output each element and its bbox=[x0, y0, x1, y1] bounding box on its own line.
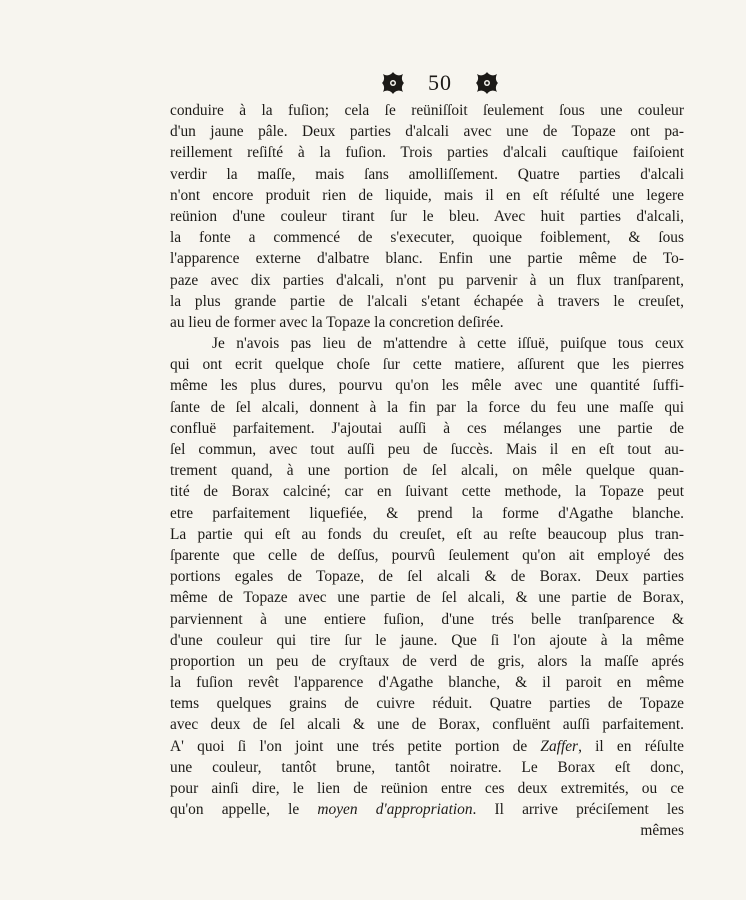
text-line: trement quand, à une portion de ſel alcali, on mêle quelque quan- bbox=[170, 462, 684, 480]
italic-term: Zaffer bbox=[540, 737, 579, 755]
text-line: l'apparence externe d'albatre blanc. Enfin une partie même de To- bbox=[170, 250, 684, 268]
text-line: la plus grande partie de l'alcali s'etant échapée à travers le creuſet, bbox=[170, 292, 684, 310]
text-line: la fonte a commencé de s'executer, quoique foiblement, & ſous bbox=[170, 229, 684, 247]
text-line: etre parfaitement liquefiée, & prend la forme d'Agathe blanche. bbox=[170, 504, 684, 522]
text-line: la fuſion revêt l'apparence d'Agathe blanche, & il paroit en même bbox=[170, 674, 684, 692]
text-line: ſel commun, avec tout auſſi peu de ſuccès. Mais il en eſt tout au- bbox=[170, 441, 684, 458]
text-line: confluë parfaitement. J'ajoutai auſſi à ces mélanges une partie de bbox=[170, 419, 684, 437]
text-line: d'un jaune pâle. Deux parties d'alcali avec une de Topaze ont pa- bbox=[170, 123, 684, 141]
text-line: même de Topaze avec une partie de ſel alcali, & une partie de Borax, bbox=[170, 589, 684, 607]
fleuron-left-icon bbox=[380, 70, 406, 96]
text-line: Je n'avois pas lieu de m'attendre à cette iſſuë, puiſque tous ceux bbox=[212, 335, 684, 353]
text-line: parviennent à une entiere fuſion, d'une trés belle tranſparence & bbox=[170, 610, 684, 628]
text-line: qu'on appelle, le moyen d'appropriation. Il arrive préciſement les bbox=[170, 801, 684, 819]
text-line: qui ont ecrit quelque choſe ſur cette matiere, aſſurent que les pierres bbox=[170, 356, 684, 374]
text-line: même les plus dures, pourvu qu'on les mêle avec une quantité ſuffi- bbox=[170, 377, 684, 395]
text-line: avec deux de ſel alcali & une de Borax, confluënt auſſi parfaitement. bbox=[170, 716, 684, 734]
text-line: au lieu de former avec la Topaze la concretion deſirée. bbox=[170, 313, 504, 331]
catchword: mêmes bbox=[640, 822, 684, 840]
fleuron-right-icon bbox=[474, 70, 500, 96]
body-text bbox=[170, 100, 684, 842]
text-line: une couleur, tantôt brune, tantôt noiratre. Le Borax eſt donc, bbox=[170, 758, 684, 776]
text-line: d'une couleur qui tire ſur le jaune. Que ſi l'on ajoute à la même bbox=[170, 631, 684, 649]
page-number: 50 bbox=[428, 70, 452, 95]
text-line: La partie qui eſt au fonds du creuſet, eſt au reſte beaucoup plus tran- bbox=[170, 525, 684, 543]
text-line: A' quoi ſi l'on joint une trés petite portion de Zaffer, il en réſulte bbox=[170, 737, 684, 755]
text-line: reillement reſiſté à la fuſion. Trois parties d'alcali cauſtique faiſoient bbox=[170, 144, 684, 162]
text-line: tems quelques grains de cuivre réduit. Quatre parties de Topaze bbox=[170, 695, 684, 713]
page-header bbox=[360, 68, 520, 98]
italic-term: moyen d'appropriation bbox=[317, 801, 473, 819]
text-line: verdir la maſſe, mais ſans amolliſſement. Quatre parties d'alcali bbox=[170, 165, 684, 183]
text-line: ſante de ſel alcali, donnent à la fin par la force du feu une maſſe qui bbox=[170, 398, 684, 416]
text-line: pour ainſi dire, le lien de reünion entre ces deux extremités, ou ce bbox=[170, 780, 684, 797]
text-line: reünion d'une couleur tirant ſur le bleu. Avec huit parties d'alcali, bbox=[170, 207, 684, 225]
text-line: tité de Borax calciné; car en ſuivant cette methode, la Topaze peut bbox=[170, 483, 684, 501]
text-line: ſparente que celle de deſſus, pourvû ſeulement qu'on ait employé des bbox=[170, 546, 684, 564]
text-line: portions egales de Topaze, de ſel alcali & de Borax. Deux parties bbox=[170, 568, 684, 586]
text-line: paze avec dix parties d'alcali, n'ont pu parvenir à un flux tranſparent, bbox=[170, 271, 684, 289]
text-line: conduire à la fuſion; cela ſe reüniſſoit ſeulement ſous une couleur bbox=[170, 102, 684, 119]
text-line: proportion un peu de cryſtaux de verd de gris, alors la maſſe aprés bbox=[170, 652, 684, 670]
text-line: n'ont encore produit rien de liquide, mais il en eſt réſulté une legere bbox=[170, 186, 684, 204]
